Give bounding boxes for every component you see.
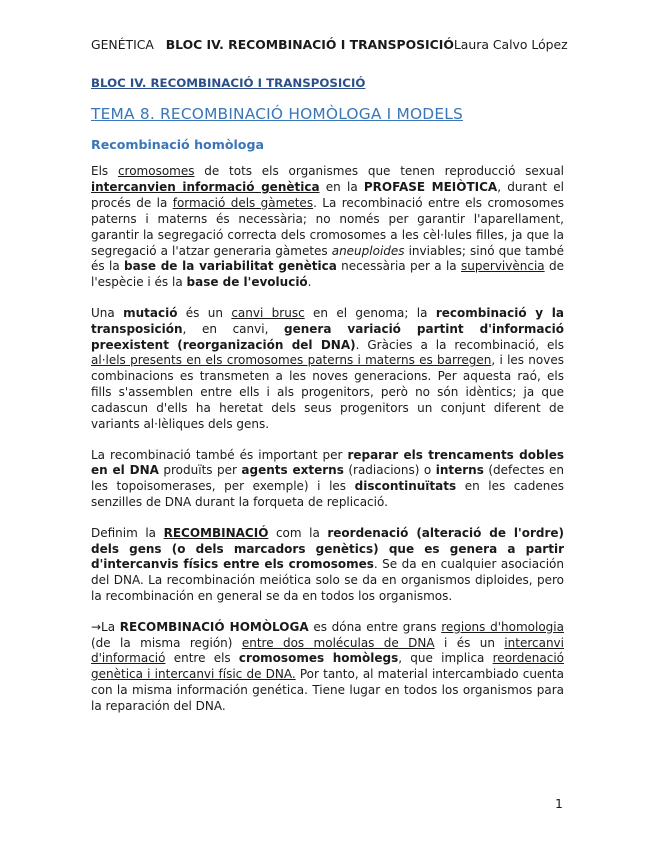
text-run: de l'espècie i és la [91,259,564,290]
text-run: RECOMBINACIÓ [163,525,269,540]
text-run: reordenació (alteració de l'ordre) dels gens (o dels marcadors genètics) que es genera a partir d'intercanvis físics entre els cromosomes [91,525,564,572]
document-body [91,164,564,730]
header-subject: GENÉTICA [91,37,154,52]
paragraph-5 [91,620,564,715]
header-author: Laura Calvo López [453,37,568,52]
text-run: intercanvien informació genètica [91,179,320,194]
text-run: (radiacions) o [343,463,436,478]
text-run: La recombinació també és important per [91,447,348,462]
text-run: en la [319,179,364,194]
text-run: RECOMBINACIÓ HOMÒLOGA [119,619,309,634]
text-run: en el genoma; la [304,305,436,320]
text-run: agents externs [241,463,344,478]
text-run: entre els [165,651,239,666]
text-run: intercanvi d'informació [91,635,564,666]
text-run: és un [177,305,232,320]
text-run: reparar els trencaments dobles en el DNA [91,447,564,478]
text-run: . [307,275,312,290]
text-run: es dóna entre grans [308,619,442,634]
text-run: →La [91,619,120,634]
text-run: al·lels presents en els cromosomes paterns i materns es barregen [91,353,492,368]
paragraph-3 [91,448,564,512]
tema-title: TEMA 8. RECOMBINACIÓ HOMÒLOGA I MODELS [91,105,464,123]
text-run: entre dos moléculas de DNA [241,635,435,650]
text-run: , en canvi, [182,321,284,336]
text-run: reordenació genètica i intercanvi físic de DNA. [91,651,564,682]
paragraph-2 [91,306,564,433]
text-run: produïts per [158,463,242,478]
text-run: regions d'homologia [441,619,564,634]
paragraph-1 [91,164,564,291]
text-run: en les cadenes senzilles de DNA durant la forqueta de replicació. [91,479,565,510]
text-run: i és un [434,635,505,650]
text-run: inviables; sinó que també és la [91,243,564,274]
text-run: , que implica [398,651,493,666]
text-run: PROFASE MEIÒTICA [363,179,498,194]
text-run: base de la variabilitat genètica [124,259,337,274]
text-run: (defectes en les topoisomerases, per exemple) i les [91,463,564,494]
text-run: cromosomes [117,164,195,178]
text-run: necessària per a la [336,259,462,274]
text-run: . La recombinació entre els cromosomes paterns i materns és necessària; no només per garantir l'aparellament, garantir la segregació correcta dels cromosomes a les cèl·lules filles, ja que la segregació a l'atzar generaria gàmetes [91,195,565,258]
text-run: formació dels gàmetes [172,195,314,210]
text-run: Una [91,305,124,320]
text-run: Definim la [91,525,164,540]
text-run: de tots els organismes que tenen reproducció sexual [194,164,565,178]
text-run: cromosomes homòlegs [238,651,399,666]
text-run: . Gràcies a la recombinació, els [355,337,564,352]
text-run: com la [268,525,328,540]
bloc-title-link[interactable]: BLOC IV. RECOMBINACIÓ I TRANSPOSICIÓ [91,76,366,90]
header-bloc: BLOC IV. RECOMBINACIÓ I TRANSPOSICIÓ [165,37,454,52]
text-run: aneuploides [331,243,405,258]
text-run: base de l'evolució [186,275,308,290]
text-run: mutació [123,305,178,320]
text-run: Els [91,164,118,178]
text-run: recombinació y la transposición [91,305,565,336]
text-run: canvi brusc [231,305,305,320]
text-run: , durant el procés de la [91,179,564,210]
section-title: Recombinació homòloga [91,137,264,152]
text-run: . Se da en cualquier asociación del DNA. La recombinación meiótica solo se da en organismos diploides, pero la recombinación en general se da en todos los organismos. [91,557,564,604]
text-run: Por tanto, al material intercambiado cuenta con la misma información genética. Tiene lugar en todos los organismos para la reparación del DNA. [91,667,564,714]
text-run: supervivència [461,259,545,274]
text-run: discontinuïtats [354,479,457,494]
paragraph-4 [91,526,564,606]
text-run: , i les noves combinacions es transmeten a les noves generacions. Per aquesta raó, els fills s'assemblen entre ells i als progenitors, però no són idèntics; ja que cadascun d'ells ha heretat dels seus progenitors un conjunt diferent de variants al·lèliques dels gens. [91,353,564,432]
text-run: genera variació partint d'informació preexistent (reorganización del DNA) [91,321,564,352]
page-header [91,37,571,52]
text-run: (de la misma región) [91,635,242,650]
text-run: interns [435,463,484,478]
page-number: 1 [555,796,563,811]
